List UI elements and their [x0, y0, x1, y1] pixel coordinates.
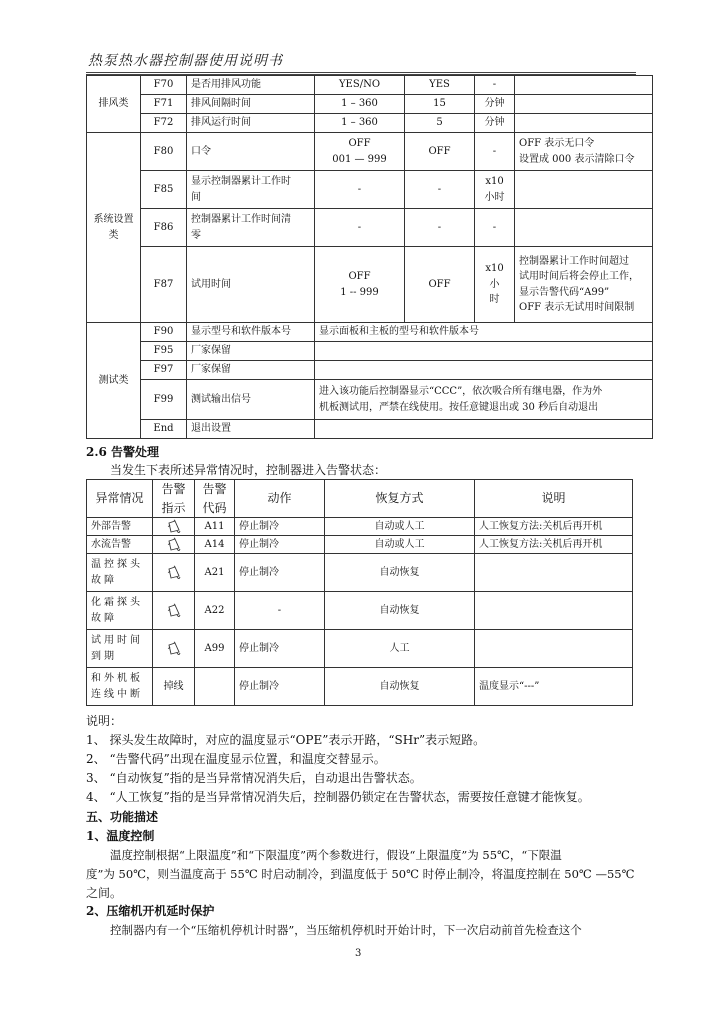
- alarm-recovery: 自动恢复: [325, 592, 475, 630]
- alarm-condition: 和外机板 连线中断: [87, 668, 153, 706]
- table-row: [87, 518, 633, 536]
- bell-icon: [166, 519, 182, 535]
- paragraph-line: 温度控制根据“上限温度”和“下限温度”两个参数进行，假设“上限温度”为 55℃，“下限温: [110, 848, 562, 862]
- param-note: 控制器累计工作时间超过 试用时间后将会停止工作， 显示告警代码“A99” OFF 表示无试用时间限制: [515, 247, 653, 323]
- alarm-code: A99: [195, 630, 235, 668]
- param-name: 厂家保留: [187, 361, 315, 380]
- alarm-condition: 温控探头 故障: [87, 554, 153, 592]
- param-note: OFF 表示无口令 设置成 000 表示清除口令: [515, 133, 653, 171]
- param-unit: 分钟: [475, 95, 515, 114]
- alarm-note: [475, 554, 633, 592]
- header-note: 说明: [475, 480, 633, 518]
- note-item: 1、 探头发生故障时，对应的温度显示“OPE”表示开路，“SHr”表示短路。: [86, 733, 486, 747]
- alarm-table: [86, 479, 633, 706]
- parameter-table: [86, 75, 653, 439]
- page-number: 3: [355, 948, 362, 959]
- param-name: 显示型号和软件版本号: [187, 323, 315, 342]
- param-range: 1 – 360: [315, 114, 405, 133]
- alarm-action: -: [235, 592, 325, 630]
- bell-icon: [166, 565, 182, 581]
- param-code: F87: [141, 247, 187, 323]
- alarm-recovery: 自动恢复: [325, 554, 475, 592]
- alarm-indicator: 掉线: [153, 668, 195, 706]
- alarm-note: 人工恢复方法:关机后再开机: [475, 536, 633, 554]
- notes-label: 说明：: [86, 714, 123, 728]
- param-range: 1 – 360: [315, 95, 405, 114]
- param-unit: -: [475, 76, 515, 95]
- table-row: [87, 361, 653, 380]
- alarm-code: A21: [195, 554, 235, 592]
- alarm-recovery: 自动或人工: [325, 518, 475, 536]
- param-note: [515, 171, 653, 209]
- alarm-action: 停止制冷: [235, 630, 325, 668]
- header-recover: 恢复方式: [325, 480, 475, 518]
- table-row: [87, 247, 653, 323]
- param-name: 排风间隔时间: [187, 95, 315, 114]
- param-name: 是否用排风功能: [187, 76, 315, 95]
- param-unit: x10 小 时: [475, 247, 515, 323]
- table-row: [87, 380, 653, 420]
- section-2-6-intro: 当发生下表所述异常情况时，控制器进入告警状态：: [110, 463, 387, 477]
- alarm-code: A14: [195, 536, 235, 554]
- bell-icon: [166, 603, 182, 619]
- alarm-condition: 化霜探头 故障: [87, 592, 153, 630]
- alarm-code: [195, 668, 235, 706]
- paragraph-line: 控制器内有一个“压缩机停机计时器”，当压缩机停机时开始计时，下一次启动前首先检查这个: [110, 923, 582, 937]
- param-code: F90: [141, 323, 187, 342]
- param-description: [315, 342, 653, 361]
- note-item: 3、 “自动恢复”指的是当异常情况消失后，自动退出告警状态。: [86, 771, 422, 785]
- group-label-exhaust: 排风类: [87, 76, 141, 133]
- alarm-indicator: [153, 518, 195, 536]
- alarm-condition: 试用时间 到期: [87, 630, 153, 668]
- param-note: [515, 114, 653, 133]
- alarm-note: 温度显示“---”: [475, 668, 633, 706]
- param-default: YES: [405, 76, 475, 95]
- table-row: [87, 630, 633, 668]
- table-row: [87, 133, 653, 171]
- bell-icon: [166, 537, 182, 553]
- alarm-condition: 水流告警: [87, 536, 153, 554]
- note-item: 2、 “告警代码”出现在温度显示位置，和温度交替显示。: [86, 752, 386, 766]
- param-note: [515, 95, 653, 114]
- table-row: [87, 171, 653, 209]
- alarm-action: 停止制冷: [235, 536, 325, 554]
- param-code: F80: [141, 133, 187, 171]
- table-row: [87, 536, 633, 554]
- param-range: -: [315, 171, 405, 209]
- param-code: F95: [141, 342, 187, 361]
- param-description: 进入该功能后控制器显示“CCC”，依次吸合所有继电器，作为外 机板测试用，严禁在线使用。按任意键退出或 30 秒后自动退出: [315, 380, 653, 420]
- table-row: [87, 342, 653, 361]
- alarm-action: 停止制冷: [235, 518, 325, 536]
- header-cond: 异常情况: [87, 480, 153, 518]
- alarm-indicator: [153, 554, 195, 592]
- subsection-compressor-title: 2、压缩机开机延时保护: [86, 904, 215, 918]
- param-default: OFF: [405, 247, 475, 323]
- param-default: 5: [405, 114, 475, 133]
- param-code: F71: [141, 95, 187, 114]
- table-row: [87, 592, 633, 630]
- group-label-test: 测试类: [87, 323, 141, 439]
- param-name: 退出设置: [187, 420, 315, 439]
- param-default: 15: [405, 95, 475, 114]
- paragraph-line: 之间。: [86, 886, 123, 900]
- alarm-code: A22: [195, 592, 235, 630]
- table-row: [87, 209, 653, 247]
- param-code: F86: [141, 209, 187, 247]
- param-unit: -: [475, 209, 515, 247]
- alarm-action: 停止制冷: [235, 668, 325, 706]
- table-header-row: [87, 480, 633, 518]
- param-default: OFF: [405, 133, 475, 171]
- table-row: [87, 114, 653, 133]
- table-row: [87, 554, 633, 592]
- document-header-title: 热泵热水器控制器使用说明书: [88, 53, 283, 69]
- param-range: YES/NO: [315, 76, 405, 95]
- table-row: [87, 95, 653, 114]
- alarm-indicator: [153, 630, 195, 668]
- param-code: End: [141, 420, 187, 439]
- alarm-note: 人工恢复方法:关机后再开机: [475, 518, 633, 536]
- param-code: F72: [141, 114, 187, 133]
- param-description: [315, 361, 653, 380]
- param-note: [515, 76, 653, 95]
- table-row: [87, 76, 653, 95]
- param-name: 控制器累计工作时间清 零: [187, 209, 315, 247]
- section-5-title: 五、功能描述: [86, 810, 159, 824]
- alarm-recovery: 人工: [325, 630, 475, 668]
- param-default: -: [405, 171, 475, 209]
- param-code: F85: [141, 171, 187, 209]
- table-row: [87, 420, 653, 439]
- section-2-6-title: 2.6 告警处理: [86, 445, 160, 459]
- param-default: -: [405, 209, 475, 247]
- header-rule: [86, 72, 636, 73]
- param-unit: x10 小时: [475, 171, 515, 209]
- subsection-temperature-title: 1、温度控制: [86, 829, 155, 843]
- alarm-indicator: [153, 592, 195, 630]
- alarm-recovery: 自动或人工: [325, 536, 475, 554]
- alarm-condition: 外部告警: [87, 518, 153, 536]
- param-name: 厂家保留: [187, 342, 315, 361]
- alarm-action: 停止制冷: [235, 554, 325, 592]
- bell-icon: [166, 641, 182, 657]
- param-code: F70: [141, 76, 187, 95]
- param-code: F97: [141, 361, 187, 380]
- param-note: [515, 209, 653, 247]
- param-name: 试用时间: [187, 247, 315, 323]
- param-unit: 分钟: [475, 114, 515, 133]
- alarm-indicator: [153, 536, 195, 554]
- paragraph-line: 度”为 50℃，则当温度高于 55℃ 时启动制冷，到温度低于 50℃ 时停止制冷，将温度控制在 50℃ —55℃: [86, 867, 635, 881]
- group-label-system: 系统设置类: [87, 133, 141, 323]
- header-code: 告警 代码: [195, 480, 235, 518]
- param-description: [315, 420, 653, 439]
- alarm-note: [475, 630, 633, 668]
- table-row: [87, 668, 633, 706]
- param-name: 显示控制器累计工作时 间: [187, 171, 315, 209]
- note-item: 4、 “人工恢复”指的是当异常情况消失后，控制器仍锁定在告警状态，需要按任意键才能恢复。: [86, 790, 590, 804]
- alarm-note: [475, 592, 633, 630]
- param-code: F99: [141, 380, 187, 420]
- param-name: 口令: [187, 133, 315, 171]
- table-row: [87, 323, 653, 342]
- param-range: -: [315, 209, 405, 247]
- header-action: 动作: [235, 480, 325, 518]
- param-name: 测试输出信号: [187, 380, 315, 420]
- param-range: OFF 001 — 999: [315, 133, 405, 171]
- alarm-code: A11: [195, 518, 235, 536]
- param-unit: -: [475, 133, 515, 171]
- param-name: 排风运行时间: [187, 114, 315, 133]
- header-indicator: 告警 指示: [153, 480, 195, 518]
- param-range: OFF 1 -- 999: [315, 247, 405, 323]
- alarm-recovery: 自动恢复: [325, 668, 475, 706]
- param-description: 显示面板和主板的型号和软件版本号: [315, 323, 653, 342]
